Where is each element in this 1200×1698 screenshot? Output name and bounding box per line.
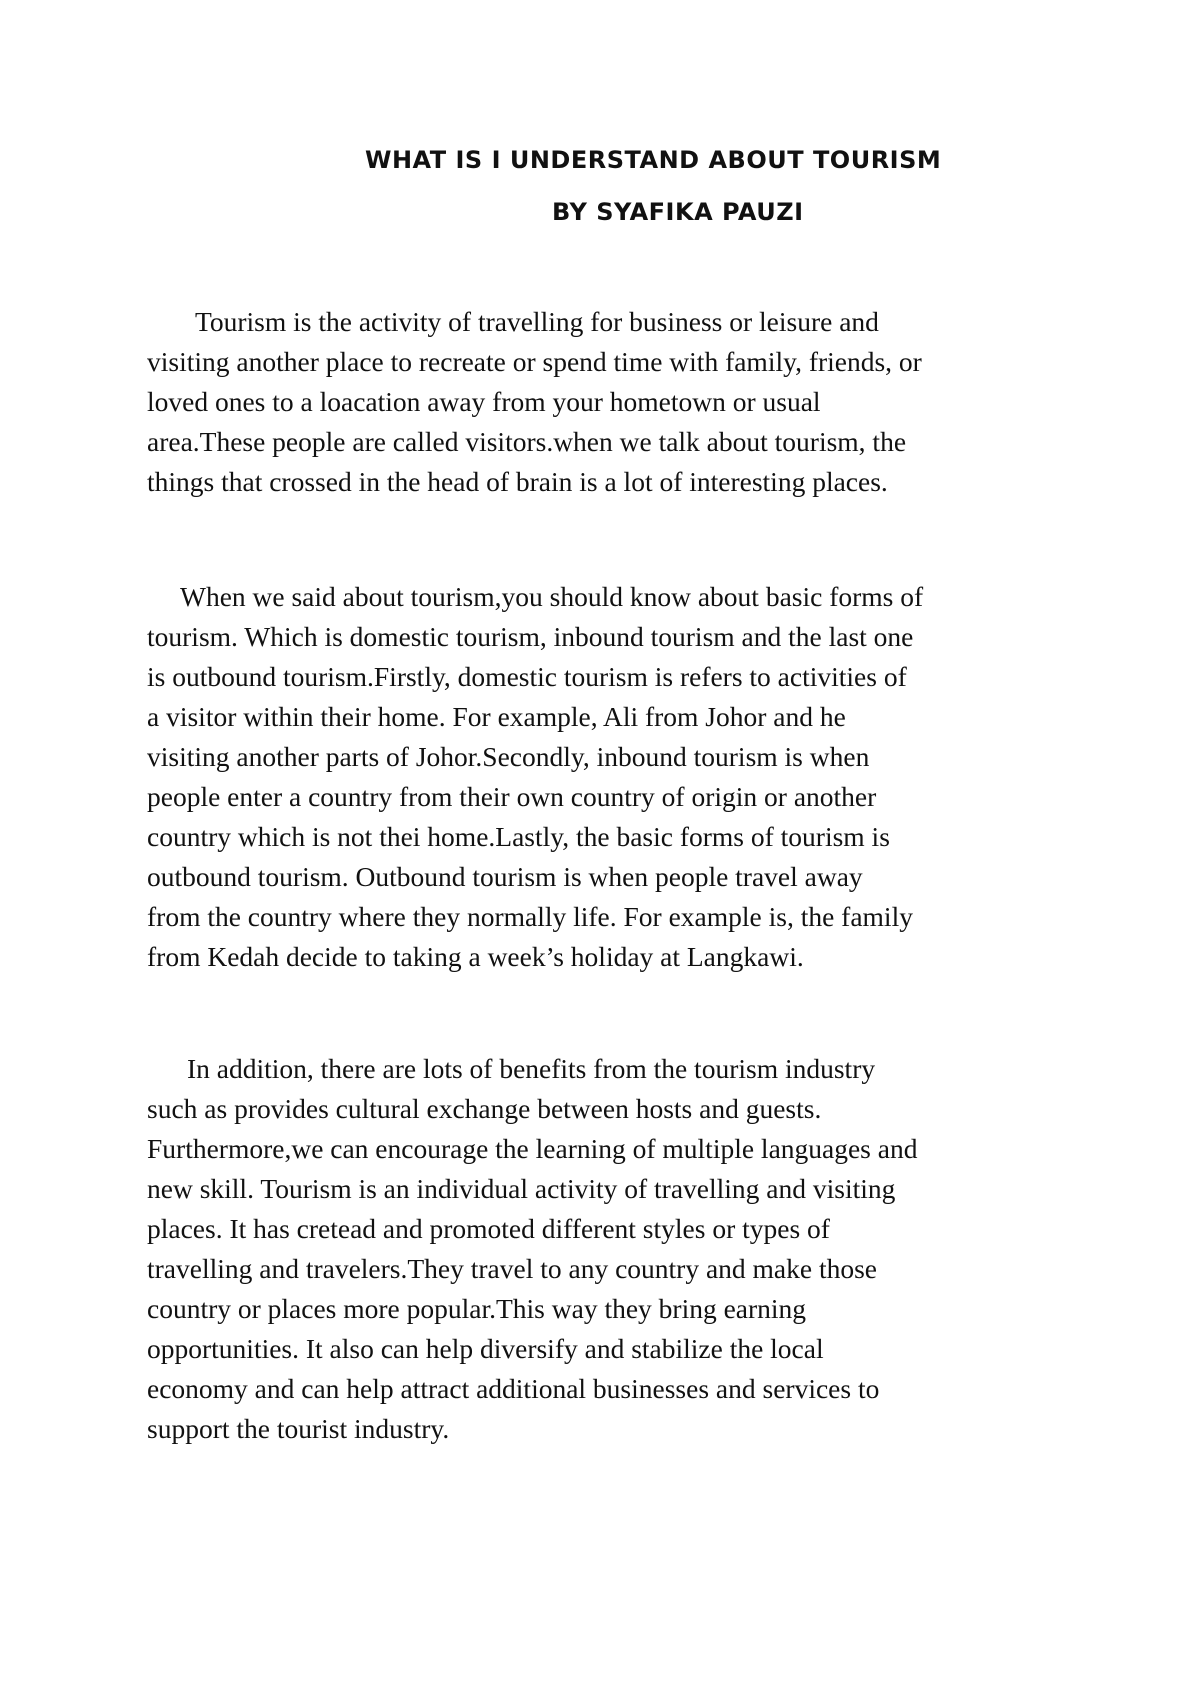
document-author: BY SYAFIKA PAUZI	[552, 198, 804, 226]
paragraph-line: loved ones to a loacation away from your hometown or usual	[147, 386, 821, 417]
paragraph-line: country which is not thei home.Lastly, the basic forms of tourism is	[147, 821, 890, 852]
paragraph-line: opportunities. It also can help diversify and stabilize the local	[147, 1333, 824, 1364]
paragraph-line: from the country where they normally life. For example is, the family	[147, 901, 913, 932]
paragraph-line: visiting another place to recreate or spend time with family, friends, or	[147, 346, 922, 377]
paragraph-line: people enter a country from their own country of origin or another	[147, 781, 877, 812]
paragraph-line: from Kedah decide to taking a week’s holiday at Langkawi.	[147, 941, 804, 972]
paragraph-line: travelling and travelers.They travel to any country and make those	[147, 1253, 878, 1284]
paragraph-line: new skill. Tourism is an individual activity of travelling and visiting	[147, 1173, 896, 1204]
paragraph-line: visiting another parts of Johor.Secondly, inbound tourism is when	[147, 741, 870, 772]
paragraph-line: Furthermore,we can encourage the learning of multiple languages and	[147, 1133, 918, 1164]
paragraph-line: is outbound tourism.Firstly, domestic tourism is refers to activities of	[147, 661, 907, 692]
paragraph-line: Tourism is the activity of travelling for business or leisure and	[195, 306, 879, 337]
paragraph-line: outbound tourism. Outbound tourism is when people travel away	[147, 861, 863, 892]
paragraph-line: a visitor within their home. For example, Ali from Johor and he	[147, 701, 846, 732]
paragraph-line: country or places more popular.This way they bring earning	[147, 1293, 807, 1324]
paragraph-line: economy and can help attract additional businesses and services to	[147, 1373, 880, 1404]
paragraph-line: tourism. Which is domestic tourism, inbound tourism and the last one	[147, 621, 914, 652]
document-title: WHAT IS I UNDERSTAND ABOUT TOURISM	[365, 146, 942, 174]
paragraph-line: such as provides cultural exchange between hosts and guests.	[147, 1093, 822, 1124]
paragraph-2	[147, 577, 1067, 977]
paragraph-3	[147, 1049, 1067, 1449]
paragraph-line: support the tourist industry.	[147, 1413, 450, 1444]
paragraph-1	[147, 302, 1067, 502]
paragraph-line: things that crossed in the head of brain is a lot of interesting places.	[147, 466, 888, 497]
paragraph-line: In addition, there are lots of benefits from the tourism industry	[187, 1053, 876, 1084]
paragraph-line: When we said about tourism,you should know about basic forms of	[180, 581, 924, 612]
paragraph-line: area.These people are called visitors.when we talk about tourism, the	[147, 426, 907, 457]
paragraph-line: places. It has cretead and promoted different styles or types of	[147, 1213, 830, 1244]
